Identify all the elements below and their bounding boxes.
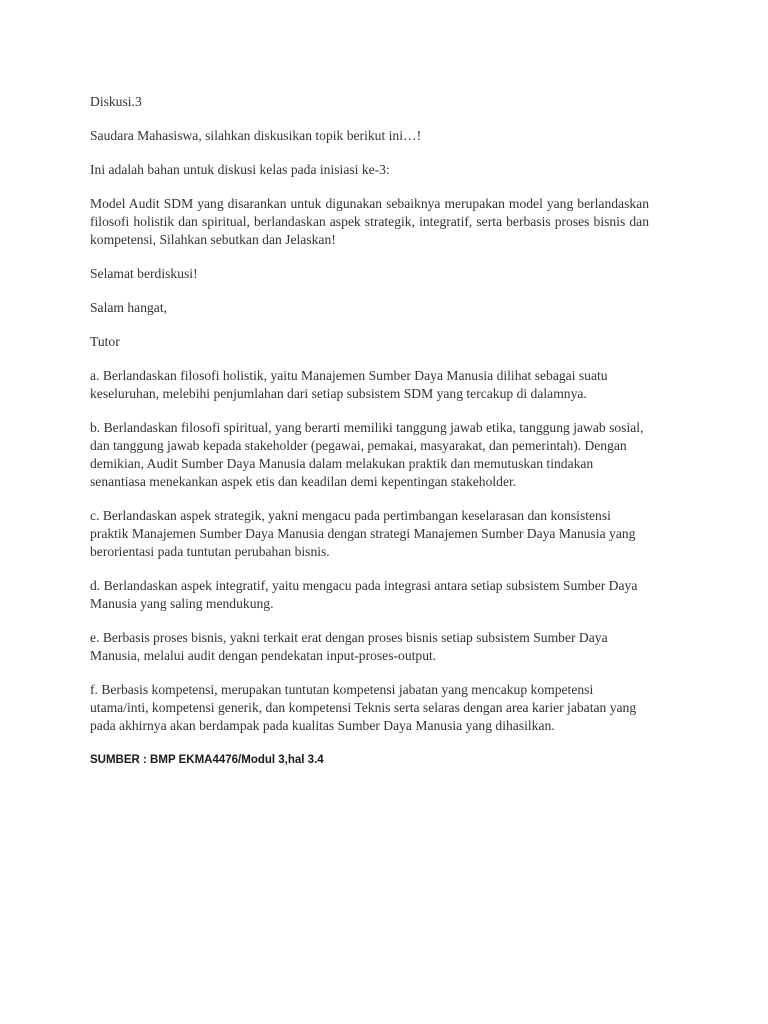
answer-d-paragraph: d. Berlandaskan aspek integratif, yaitu mengacu pada integrasi antara setiap subsistem Sumber Daya Manusia yang saling mendukung. xyxy=(90,578,638,611)
regards-paragraph: Salam hangat, xyxy=(90,300,168,315)
intro-paragraph: Ini adalah bahan untuk diskusi kelas pada inisiasi ke-3: xyxy=(90,162,390,177)
document-page xyxy=(90,93,649,785)
answer-b-paragraph: b. Berlandaskan filosofi spiritual, yang berarti memiliki tanggung jawab etika, tanggung jawab sosial, dan tanggung jawab kepada stakeholder (pegawai, pemakai, masyarakat, dan pemerintah). Dengan demikian, Audit Sumber Daya Manusia dalam melakukan praktik dan memutuskan tindakan senantiasa menekankan aspek etis dan keadilan demi kepentingan stakeholder. xyxy=(90,420,644,489)
greeting-paragraph: Saudara Mahasiswa, silahkan diskusikan topik berikut ini…! xyxy=(90,128,422,143)
answer-f-paragraph: f. Berbasis kompetensi, merupakan tuntutan kompetensi jabatan yang mencakup kompetensi utama/inti, kompetensi generik, dan kompetensi Teknis serta selaras dengan area karier jabatan yang pada akhirnya akan berdampak pada kualitas Sumber Daya Manusia yang dihasilkan. xyxy=(90,682,637,733)
question-paragraph: Model Audit SDM yang disarankan untuk digunakan sebaiknya merupakan model yang berlandaskan filosofi holistik dan spiritual, berlandaskan aspek strategik, integratif, serta berbasis proses bisnis dan kompetensi, Silahkan sebutkan dan Jelaskan! xyxy=(90,196,649,247)
closing-paragraph: Selamat berdiskusi! xyxy=(90,266,198,281)
answer-e-paragraph: e. Berbasis proses bisnis, yakni terkait erat dengan proses bisnis setiap subsistem Sumber Daya Manusia, melalui audit dengan pendekatan input-proses-output. xyxy=(90,630,608,663)
answer-a-paragraph: a. Berlandaskan filosofi holistik, yaitu Manajemen Sumber Daya Manusia dilihat sebagai suatu keseluruhan, melebihi penjumlahan dari setiap subsistem SDM yang tercakup di dalamnya. xyxy=(90,368,608,401)
answer-c-paragraph: c. Berlandaskan aspek strategik, yakni mengacu pada pertimbangan keselarasan dan konsistensi praktik Manajemen Sumber Daya Manusia dengan strategi Manajemen Sumber Daya Manusia yang berorientasi pada tuntutan perubahan bisnis. xyxy=(90,508,636,559)
source-citation: SUMBER : BMP EKMA4476/Modul 3,hal 3.4 xyxy=(90,754,324,766)
document-heading: Diskusi.3 xyxy=(90,94,142,109)
signature-paragraph: Tutor xyxy=(90,334,120,349)
